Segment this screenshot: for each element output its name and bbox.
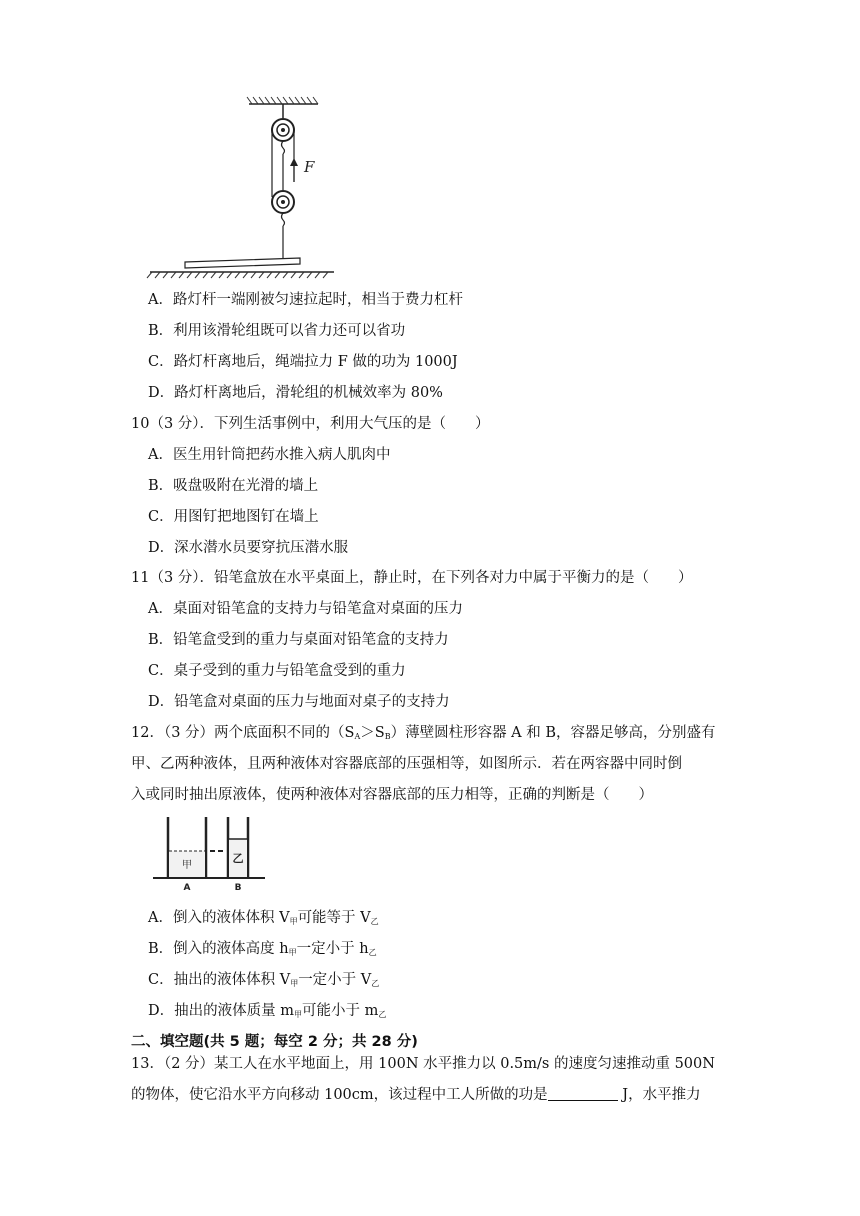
section-heading-fill-in: 二、填空题(共 5 题；每空 2 分；共 28 分) xyxy=(131,1034,418,1050)
liquid-a-label: 甲 xyxy=(182,860,192,871)
q9-option-a: A．路灯杆一端刚被匀速拉起时，相当于费力杠杆 xyxy=(148,292,463,308)
q10-option-d: D．深水潜水员要穿抗压潜水服 xyxy=(148,540,349,556)
q13-line1: 13．（2 分）某工人在水平地面上，用 100N 水平推力以 0.5m/s 的速度匀速推动重 500N xyxy=(131,1056,715,1072)
q12-option-d: D．抽出的液体质量 $m_甲$可能小于 $m_乙$ xyxy=(148,1003,387,1019)
pulley-system-figure xyxy=(140,92,360,282)
container-b-label: B xyxy=(234,883,242,893)
q10-option-b: B．吸盘吸附在光滑的墙上 xyxy=(148,478,319,494)
q11-option-c: C．桌子受到的重力与铅笔盒受到的重力 xyxy=(148,663,406,679)
q11-option-b: B．铅笔盒受到的重力与桌面对铅笔盒的支持力 xyxy=(148,632,449,648)
force-label: F xyxy=(304,158,315,176)
q12-option-c: C．抽出的液体体积 $V_甲$一定小于 $V_乙$ xyxy=(148,972,380,988)
q10-option-a: A．医生用针筒把药水推入病人肌肉中 xyxy=(148,447,391,463)
q9-option-c: C．路灯杆离地后，绳端拉力 F 做的功为 1000J xyxy=(148,354,458,370)
liquid-b-label: 乙 xyxy=(232,852,244,865)
container-a-label: A xyxy=(183,883,191,893)
q11-option-d: D．铅笔盒对桌面的压力与地面对桌子的支持力 xyxy=(148,694,450,710)
q12-stem-line3: 入或同时抽出原液体，使两种液体对容器底部的压力相等，正确的判断是（ ） xyxy=(131,787,653,803)
q9-option-b: B．利用该滑轮组既可以省力还可以省功 xyxy=(148,323,406,339)
q12-stem-line2: 甲、乙两种液体，且两种液体对容器底部的压强相等，如图所示．若在两容器中同时倒 xyxy=(131,756,682,772)
q11-option-a: A．桌面对铅笔盒的支持力与铅笔盒对桌面的压力 xyxy=(148,601,463,617)
q9-option-d: D．路灯杆离地后，滑轮组的机械效率为 80% xyxy=(148,385,443,401)
q12-option-a: A．倒入的液体体积 $V_甲$可能等于 $V_乙$ xyxy=(148,910,379,926)
q10-stem: 10（3 分）．下列生活事例中，利用大气压的是（ ） xyxy=(131,416,490,432)
q12-option-b: B．倒入的液体高度 $h_甲$一定小于 $h_乙$ xyxy=(148,941,377,957)
q12-stem-line1: 12．（3 分）两个底面积不同的$(S_A>S_B)$薄壁圆柱形容器 A 和 B，容器足够高，分别盛有 xyxy=(131,725,716,741)
q13-line2: 的物体，使它沿水平方向移动 100cm，该过程中工人所做的功是 J，水平推力 xyxy=(131,1087,701,1103)
q10-option-c: C．用图钉把地图钉在墙上 xyxy=(148,509,319,525)
answer-blank[interactable] xyxy=(548,1086,618,1101)
q11-stem: 11（3 分）．铅笔盒放在水平桌面上，静止时，在下列各对力中属于平衡力的是（ ） xyxy=(131,570,693,586)
containers-figure xyxy=(150,815,270,895)
